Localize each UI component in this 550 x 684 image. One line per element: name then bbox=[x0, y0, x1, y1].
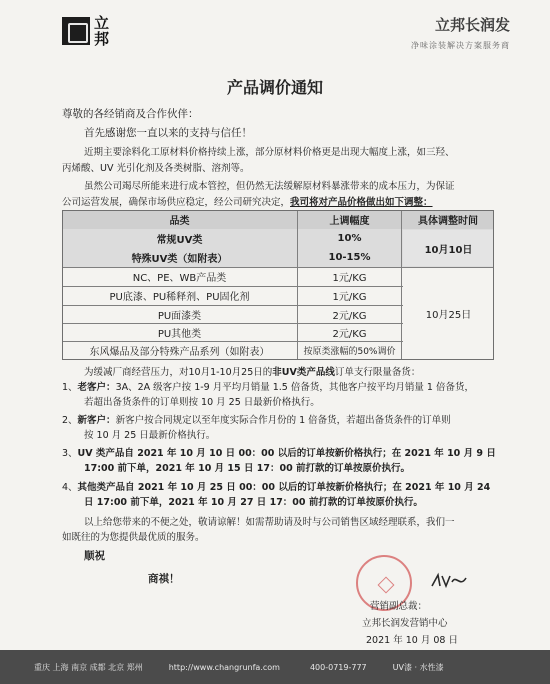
signoff-title: 营销副总裁： bbox=[370, 601, 428, 612]
row-category: 常规UV类 bbox=[62, 229, 298, 248]
row-increase: 按原类涨幅的50%调价 bbox=[298, 341, 402, 360]
item-label: 老客户： bbox=[77, 382, 116, 393]
notice-text-end: 订单支行限量备货： bbox=[334, 367, 421, 378]
footer-tags: UV漆 · 水性漆 bbox=[392, 662, 444, 672]
date-uv: 10月10日 bbox=[403, 230, 494, 266]
item-text: 新客户按合同规定以至年度实际合作月份的 1 倍备货，若超出备货条件的订单则 bbox=[115, 415, 451, 426]
item-1-line2: 若超出备货条件的订单则按 10 月 25 日最新价格执行。 bbox=[84, 397, 320, 408]
regards: 顺祝 bbox=[84, 550, 105, 562]
item-label: UV 类产品自 2021 年 10 月 10 日 00：00 bbox=[77, 448, 275, 459]
date-other: 10月25日 bbox=[403, 268, 494, 359]
signature-icon bbox=[430, 572, 468, 590]
item-3-line2: 17:00 前下单，2021 年 10 月 15 日 17：00 前打款的订单按原价执行。 bbox=[84, 463, 411, 474]
row-category: PU其他类 bbox=[62, 323, 298, 341]
header-category: 品类 bbox=[62, 210, 298, 229]
item-label: 其他类产品自 2021 年 10 月 25 日 00：00 bbox=[77, 482, 276, 493]
signoff-dept: 立邦长润发营销中心 bbox=[362, 618, 448, 629]
row-increase: 10% bbox=[298, 229, 402, 248]
item-number: 2、 bbox=[62, 415, 78, 426]
row-increase: 2元/KG bbox=[298, 305, 402, 323]
thanks-line: 首先感谢您一直以来的支持与信任！ bbox=[84, 127, 252, 139]
closing-line1: 以上给您带来的不便之处，敬请谅解！如需帮助请及时与公司销售区域经理联系，我们一 bbox=[84, 517, 455, 528]
logo-text: 立邦 bbox=[94, 14, 110, 48]
table-header-row bbox=[62, 210, 494, 230]
item-4-line2: 日 17:00 前下单，2021 年 10 月 27 日 17：00 前打款的订单按原价执行。 bbox=[84, 497, 423, 508]
company-name: 立邦长润发 bbox=[434, 16, 510, 34]
row-increase: 10-15% bbox=[298, 248, 402, 267]
row-increase: 1元/KG bbox=[298, 286, 402, 305]
para1-line2: 丙烯酸、UV 光引化剂及各类树脂、溶剂等。 bbox=[62, 163, 250, 174]
adjustment-statement: 我司将对产品价格做出如下调整： bbox=[290, 197, 433, 208]
item-text: 以后的订单按新价格执行；在 2021 年 10 月 24 bbox=[275, 482, 491, 493]
item-number: 4、 bbox=[62, 482, 78, 493]
para2-line2 bbox=[62, 196, 433, 210]
company-logo bbox=[62, 12, 122, 50]
footer-url[interactable]: http://www.changrunfa.com bbox=[168, 662, 280, 672]
footer-phone: 400-0719-777 bbox=[309, 662, 367, 672]
item-4-line1 bbox=[62, 481, 490, 495]
item-2-line2: 按 10 月 25 日最新价格执行。 bbox=[84, 430, 216, 441]
notice-text: 为缓减厂商经营压力，对10月1-10月25日的 bbox=[84, 367, 273, 378]
row-category: 东风爆品及部分特殊产品系列（如附表） bbox=[62, 341, 298, 360]
item-number: 1、 bbox=[62, 382, 78, 393]
item-number: 3、 bbox=[62, 448, 78, 459]
header-increase: 上调幅度 bbox=[298, 210, 402, 229]
row-category: PU面漆类 bbox=[62, 305, 298, 323]
notice-line bbox=[84, 366, 420, 380]
row-category: PU底漆、PU稀释剂、PU固化剂 bbox=[62, 286, 298, 305]
item-2-line1 bbox=[62, 414, 451, 428]
row-category: NC、PE、WB产品类 bbox=[62, 267, 298, 286]
row-category: 特殊UV类（如附表） bbox=[62, 248, 298, 267]
document-title: 产品调价通知 bbox=[226, 78, 323, 97]
signoff-date: 2021 年 10 月 08 日 bbox=[366, 635, 458, 646]
brand-block bbox=[411, 14, 510, 51]
wish: 商祺！ bbox=[148, 573, 180, 585]
item-text: 3A、2A 级客户按 1-9 月平均月销量 1.5 倍备货，其他客户按平均月销量 1 倍备货， bbox=[115, 382, 474, 393]
item-3-line1 bbox=[62, 447, 496, 461]
notice-highlight: 非UV类产品线 bbox=[272, 367, 335, 378]
row-increase: 1元/KG bbox=[298, 267, 402, 286]
footer-cities: 重庆 上海 南京 成都 北京 郑州 bbox=[34, 662, 143, 672]
closing-line2: 如既往的为您提供最优质的服务。 bbox=[62, 532, 205, 543]
item-1-line1 bbox=[62, 381, 474, 395]
price-table bbox=[62, 210, 494, 360]
header-date: 具体调整时间 bbox=[418, 216, 478, 227]
para2-line1: 虽然公司竭尽所能来进行成本管控，但仍然无法缓解原材料暴涨带来的成本压力，为保证 bbox=[84, 181, 455, 192]
para1-line1: 近期主要涂料化工原材料价格持续上涨，部分原材料价格更是出现大幅度上涨，如三羟、 bbox=[84, 147, 455, 158]
greeting: 尊敬的各经销商及合作伙伴： bbox=[62, 108, 199, 120]
footer-bar bbox=[0, 650, 550, 684]
letterhead bbox=[0, 0, 550, 62]
item-label: 新客户： bbox=[77, 415, 116, 426]
item-text: 以后的订单按新价格执行；在 2021 年 10 月 9 日 bbox=[274, 448, 496, 459]
company-slogan: 净味涂装解决方案服务商 bbox=[411, 41, 510, 50]
para2-line2-text: 公司运营发展，确保市场供应稳定，经公司研究决定， bbox=[62, 197, 291, 208]
row-increase: 2元/KG bbox=[298, 323, 402, 341]
logo-icon bbox=[62, 17, 90, 45]
